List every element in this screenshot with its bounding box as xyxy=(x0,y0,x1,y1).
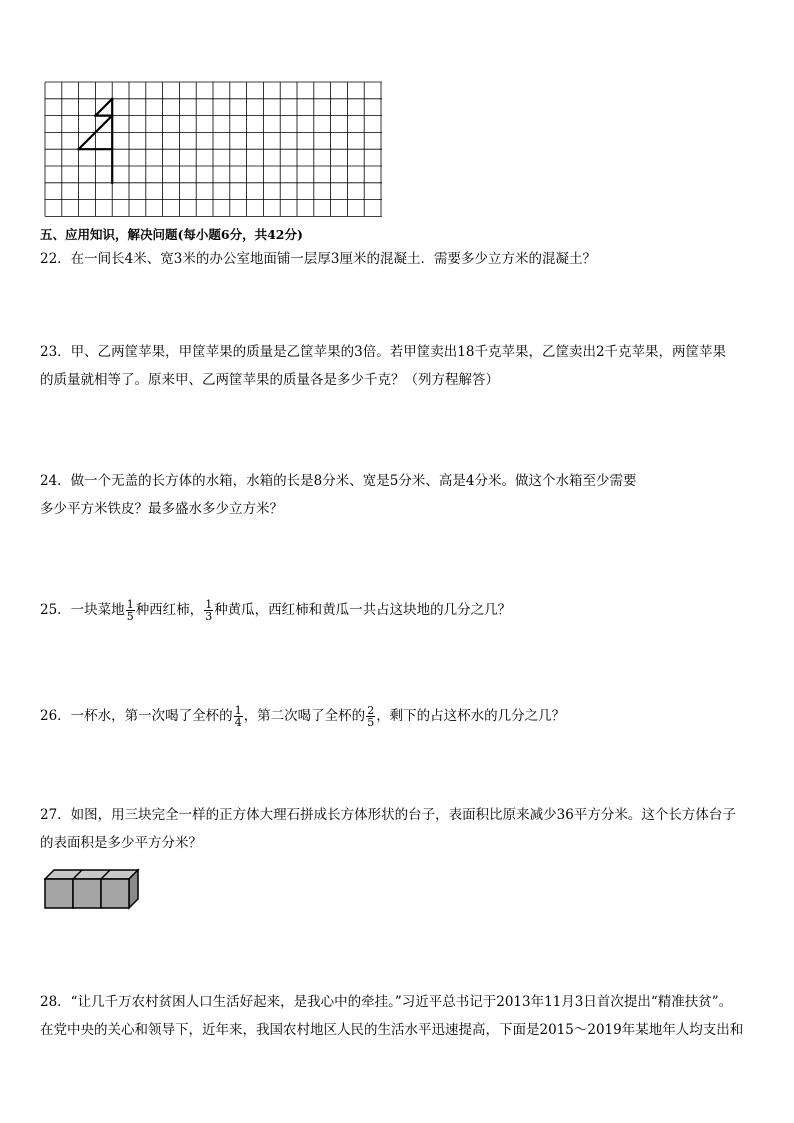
question-25 xyxy=(40,596,511,624)
cubes-top-face xyxy=(45,870,138,879)
question-23-line-1: 23．甲、乙两筐苹果，甲筐苹果的质量是乙筐苹果的3倍。若甲筐卖出18千克苹果，乙筐卖出2千克苹果，两筐苹果 xyxy=(40,344,727,360)
question-26-text-2: ，第二次喝了全杯的 xyxy=(243,708,366,724)
question-23 xyxy=(40,338,726,394)
question-28-line-1: 28．“让几千万农村贫困人口生活好起来，是我心中的牵挂。”习近平总书记于2013年11月3日首次提出“精准扶贫”。 xyxy=(40,994,733,1010)
three-cubes-illustration xyxy=(44,868,140,910)
fraction-numerator: 1 xyxy=(234,704,242,717)
fraction-two-fifths xyxy=(366,705,375,728)
cube-front-2 xyxy=(73,879,101,908)
cube-front-3 xyxy=(101,879,129,908)
question-26-text-3: ，剩下的占这杯水的几分之几？ xyxy=(376,708,566,724)
fraction-one-fifth xyxy=(126,599,135,622)
cubes-figure xyxy=(44,868,140,910)
grid-paper xyxy=(44,81,382,217)
question-25-line-1 xyxy=(40,596,511,624)
grid-figure xyxy=(44,81,382,217)
question-26-text-1: 26．一杯水，第一次喝了全杯的 xyxy=(40,708,233,724)
question-22-line-1: 22．在一间长4米、宽3米的办公室地面铺一层厚3厘米的混凝土．需要多少立方米的混凝土？ xyxy=(40,251,596,267)
fraction-denominator: 3 xyxy=(205,610,213,623)
fraction-numerator: 1 xyxy=(126,598,134,611)
question-28-line-2: 在党中央的关心和领导下，近年来，我国农村地区人民的生活水平迅速提高，下面是2015～2019年某地年人均支出和 xyxy=(40,1022,744,1038)
question-25-text-3: 种黄瓜，西红柿和黄瓜一共占这块地的几分之几？ xyxy=(214,602,512,618)
figure-top-diagonal xyxy=(95,99,112,116)
question-27-line-1: 27．如图，用三块完全一样的正方体大理石拼成长方体形状的台子，表面积比原来减少36平方分米。这个长方体台子 xyxy=(40,807,736,823)
question-26 xyxy=(40,702,565,730)
question-25-text-2: 种西红柿， xyxy=(135,602,204,618)
fraction-numerator: 1 xyxy=(205,598,213,611)
fraction-numerator: 2 xyxy=(367,704,375,717)
question-26-line-1 xyxy=(40,702,565,730)
question-27-line-2: 的表面积是多少平方分米？ xyxy=(40,835,202,851)
question-23-line-2: 的质量就相等了。原来甲、乙两筐苹果的质量各是多少千克？（列方程解答） xyxy=(40,372,499,388)
fraction-denominator: 4 xyxy=(234,716,242,729)
question-25-text-1: 25．一块菜地 xyxy=(40,602,125,618)
fraction-denominator: 5 xyxy=(126,610,134,623)
question-28 xyxy=(40,988,743,1044)
cube-front-1 xyxy=(45,879,73,908)
question-22 xyxy=(40,245,596,273)
question-24 xyxy=(40,467,636,523)
section-title: 五、应用知识，解决问题(每小题6分，共42分) xyxy=(40,227,303,242)
question-27 xyxy=(40,801,736,857)
fraction-one-quarter xyxy=(234,705,243,728)
fraction-denominator: 5 xyxy=(367,716,375,729)
question-24-line-1: 24．做一个无盖的长方体的水箱，水箱的长是8分米、宽是5分米、高是4分米。做这个水箱至少需要 xyxy=(40,473,637,489)
fraction-one-third xyxy=(204,599,213,622)
question-24-line-2: 多少平方米铁皮？最多盛水多少立方米？ xyxy=(40,501,283,517)
